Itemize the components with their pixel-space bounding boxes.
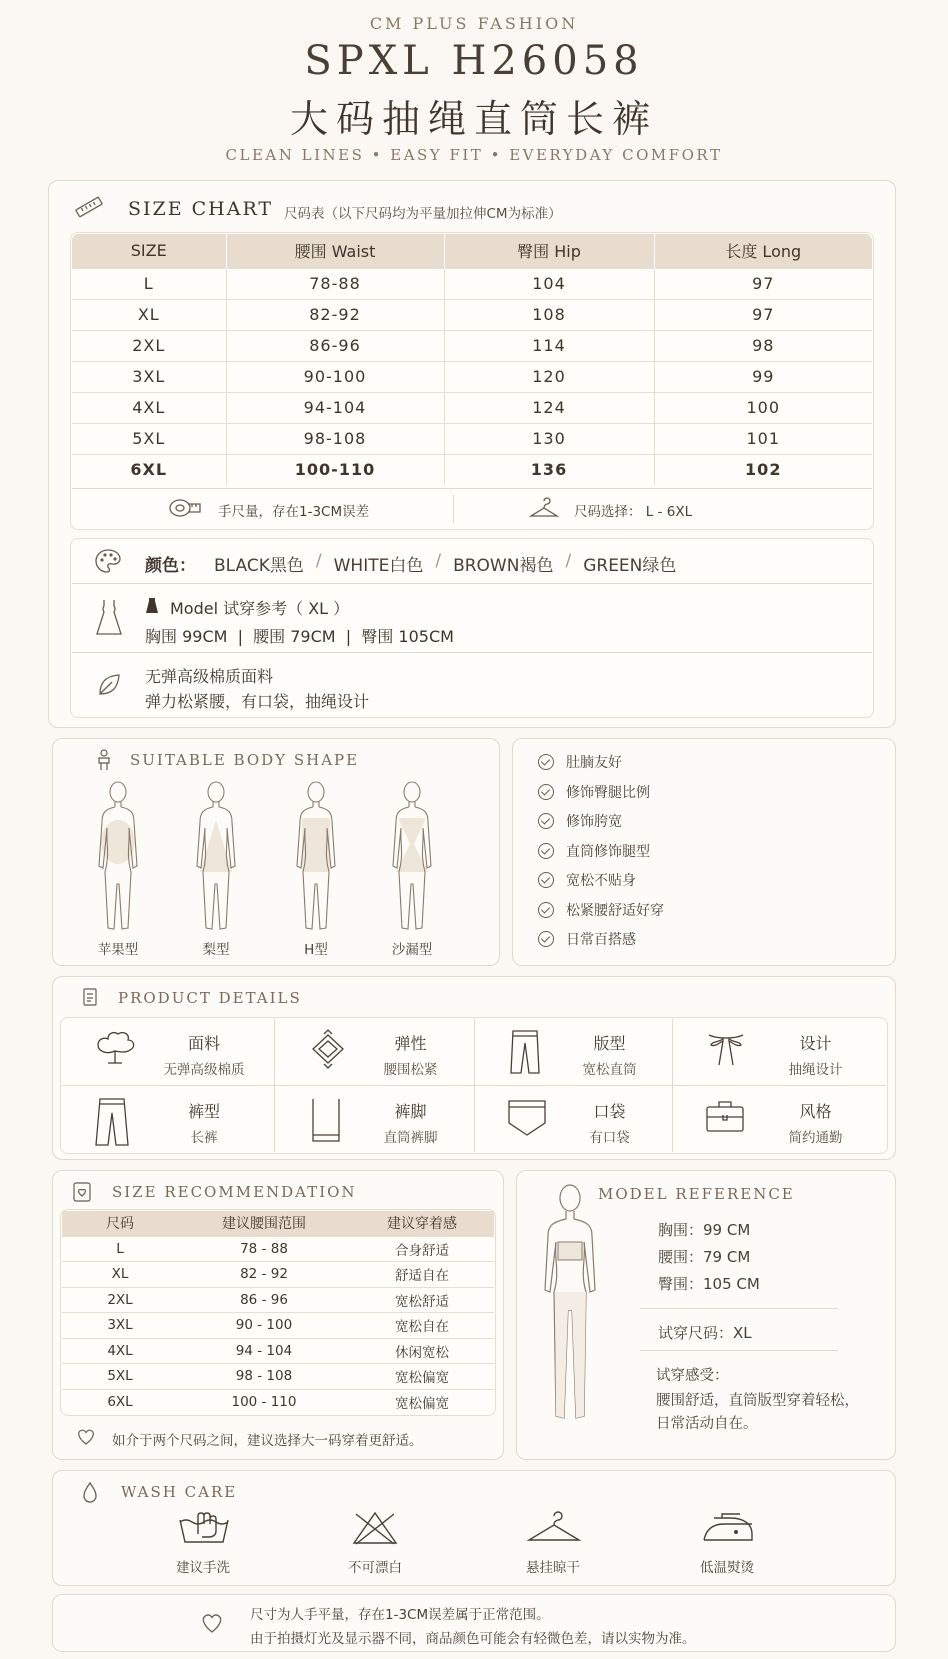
table-cell: 101 bbox=[654, 423, 872, 454]
column-header: 长度 Long bbox=[654, 234, 872, 268]
detail-value: 宽松直筒 bbox=[582, 1062, 637, 1078]
table-cell: 82 - 92 bbox=[178, 1262, 350, 1288]
table-cell: 6XL bbox=[62, 1389, 178, 1415]
size-chart-title: SIZE CHART bbox=[128, 198, 274, 220]
table-cell: 3XL bbox=[62, 1313, 178, 1339]
benefit-label: 松紧腰舒适好穿 bbox=[566, 902, 664, 919]
wash-care-label: 悬挂晾干 bbox=[526, 1560, 580, 1576]
fabric-line-1: 无弹高级棉质面料 bbox=[145, 667, 274, 686]
model-fit-title: Model 试穿参考（ XL ） bbox=[170, 599, 350, 618]
table-cell: 94 - 104 bbox=[178, 1338, 350, 1364]
check-circle-icon bbox=[538, 843, 554, 859]
table-cell: 4XL bbox=[62, 1338, 178, 1364]
drawstring-icon bbox=[703, 1029, 749, 1069]
table-row bbox=[72, 268, 872, 299]
stretch-icon bbox=[305, 1029, 351, 1069]
detail-heading: 面料 bbox=[187, 1034, 220, 1053]
table-cell: 宽松偏宽 bbox=[350, 1389, 494, 1415]
column-header: SIZE bbox=[72, 234, 226, 268]
jeans-icon bbox=[505, 1029, 545, 1075]
table-row bbox=[62, 1389, 494, 1415]
table-cell: 94-104 bbox=[226, 392, 444, 423]
fit-feel-title: 试穿感受： bbox=[656, 1368, 729, 1384]
table-cell: 舒适自在 bbox=[350, 1262, 494, 1288]
recommendation-table bbox=[62, 1211, 494, 1415]
table-cell: 合身舒适 bbox=[350, 1236, 494, 1262]
wash-care-label: 不可漂白 bbox=[348, 1560, 402, 1576]
table-cell: 100 bbox=[654, 392, 872, 423]
table-cell: XL bbox=[72, 299, 226, 330]
separator: / bbox=[435, 551, 442, 571]
detail-cell bbox=[749, 1099, 882, 1146]
detail-cell bbox=[749, 1031, 882, 1078]
hanger-icon bbox=[528, 496, 560, 520]
table-row bbox=[62, 1338, 494, 1364]
table-cell: 2XL bbox=[72, 330, 226, 361]
detail-cell bbox=[138, 1099, 270, 1146]
table-cell: 98 - 108 bbox=[178, 1364, 350, 1390]
product-details-title: PRODUCT DETAILS bbox=[118, 989, 302, 1007]
detail-value: 简约通勤 bbox=[788, 1130, 843, 1146]
benefit-label: 肚腩友好 bbox=[566, 755, 622, 771]
row-divider bbox=[72, 652, 872, 653]
benefit-label: 修饰胯宽 bbox=[566, 814, 622, 830]
grid-divider bbox=[274, 1019, 275, 1152]
table-row bbox=[72, 361, 872, 392]
check-circle-icon bbox=[538, 872, 554, 888]
body-shape-title: SUITABLE BODY SHAPE bbox=[130, 751, 360, 769]
detail-heading: 裤脚 bbox=[394, 1102, 427, 1121]
detail-heading: 版型 bbox=[593, 1034, 626, 1053]
detail-heading: 风格 bbox=[799, 1102, 832, 1121]
table-cell: 100-110 bbox=[226, 454, 444, 485]
wash-care-label: 建议手洗 bbox=[176, 1560, 230, 1576]
page-title: 大码抽绳直筒长裤 bbox=[289, 97, 658, 141]
table-cell: 6XL bbox=[72, 454, 226, 485]
model-code: SPXL H26058 bbox=[304, 38, 644, 84]
palette-icon bbox=[94, 548, 122, 574]
footer-line-2: 由于拍摄灯光及显示器不同，商品颜色可能会有轻微色差，请以实物为准。 bbox=[250, 1631, 696, 1647]
detail-value: 有口袋 bbox=[589, 1130, 630, 1146]
table-cell: 休闲宽松 bbox=[350, 1338, 494, 1364]
detail-value: 无弹高级棉质 bbox=[163, 1062, 245, 1078]
row-divider bbox=[72, 583, 872, 584]
body-shape-label: 苹果型 bbox=[97, 942, 139, 958]
table-cell: 98-108 bbox=[226, 423, 444, 454]
benefit-item bbox=[538, 752, 622, 772]
body-shape-label: 沙漏型 bbox=[391, 942, 433, 958]
table-cell: L bbox=[72, 268, 226, 299]
separator: / bbox=[315, 551, 322, 571]
model-measurements: 胸围 99CM | 腰围 79CM | 臀围 105CM bbox=[145, 627, 454, 646]
detail-cell bbox=[351, 1099, 470, 1146]
table-cell: 130 bbox=[444, 423, 654, 454]
heart-icon bbox=[200, 1612, 224, 1634]
table-cell: 100 - 110 bbox=[178, 1389, 350, 1415]
table-row bbox=[62, 1262, 494, 1288]
table-cell: 5XL bbox=[72, 423, 226, 454]
column-header: 尺码 bbox=[62, 1211, 178, 1236]
model-fit-size: 试穿尺码：XL bbox=[658, 1324, 752, 1342]
table-cell: 104 bbox=[444, 268, 654, 299]
body-figure-icon bbox=[94, 780, 142, 932]
color-option: WHITE白色 bbox=[333, 556, 424, 576]
table-cell: 108 bbox=[444, 299, 654, 330]
table-row bbox=[72, 330, 872, 361]
size-chart-table bbox=[72, 234, 872, 485]
table-cell: 90 - 100 bbox=[178, 1313, 350, 1339]
column-header: 腰围 Waist bbox=[226, 234, 444, 268]
column-header: 臀围 Hip bbox=[444, 234, 654, 268]
row-divider bbox=[72, 488, 872, 489]
briefcase-icon bbox=[703, 1097, 747, 1135]
table-cell: 114 bbox=[444, 330, 654, 361]
size-recommendation-title: SIZE RECOMMENDATION bbox=[112, 1183, 357, 1201]
wash-care-title: WASH CARE bbox=[121, 1483, 238, 1501]
model-chest: 胸围：99 CM bbox=[658, 1221, 751, 1239]
table-row bbox=[62, 1313, 494, 1339]
table-cell: 102 bbox=[654, 454, 872, 485]
table-cell: 78-88 bbox=[226, 268, 444, 299]
table-cell: 124 bbox=[444, 392, 654, 423]
brand-name: CM PLUS FASHION bbox=[369, 14, 579, 33]
benefit-label: 直筒修饰腿型 bbox=[566, 843, 650, 860]
table-cell: 136 bbox=[444, 454, 654, 485]
table-cell: 97 bbox=[654, 268, 872, 299]
wash-care-label: 低温熨烫 bbox=[700, 1560, 754, 1576]
dress-icon bbox=[94, 598, 124, 638]
low-iron-icon bbox=[700, 1512, 756, 1544]
table-cell: 82-92 bbox=[226, 299, 444, 330]
color-option: BROWN褐色 bbox=[453, 556, 554, 576]
fit-feel-line-1: 腰围舒适，直筒版型穿着轻松， bbox=[656, 1393, 859, 1409]
no-bleach-icon bbox=[352, 1510, 398, 1546]
detail-cell bbox=[551, 1031, 668, 1078]
model-hip: 臀围：105 CM bbox=[658, 1275, 760, 1293]
tagline: CLEAN LINES • EASY FIT • EVERYDAY COMFORT bbox=[225, 146, 723, 164]
table-cell: XL bbox=[62, 1262, 178, 1288]
table-cell: 90-100 bbox=[226, 361, 444, 392]
check-circle-icon bbox=[538, 754, 554, 770]
water-drop-icon bbox=[82, 1481, 98, 1503]
benefit-item bbox=[538, 841, 650, 861]
color-label: 颜色： bbox=[145, 556, 196, 576]
column-header: 建议穿着感 bbox=[350, 1211, 494, 1236]
measure-note: 手尺量，存在1-3CM误差 bbox=[218, 504, 370, 520]
body-figure-icon bbox=[292, 780, 340, 932]
body-shape-label: H型 bbox=[304, 942, 328, 958]
model-reference-title: MODEL REFERENCE bbox=[598, 1185, 795, 1203]
table-cell: 2XL bbox=[62, 1287, 178, 1313]
person-icon bbox=[96, 749, 112, 771]
detail-cell bbox=[138, 1031, 270, 1078]
detail-heading: 设计 bbox=[799, 1034, 832, 1053]
detail-cell bbox=[351, 1031, 470, 1078]
detail-cell bbox=[551, 1099, 668, 1146]
hang-dry-icon bbox=[526, 1510, 582, 1544]
separator: / bbox=[565, 551, 572, 571]
recommendation-tip: 如介于两个尺码之间，建议选择大一码穿着更舒适。 bbox=[112, 1433, 423, 1449]
tag-icon bbox=[82, 987, 98, 1007]
detail-heading: 裤型 bbox=[187, 1102, 220, 1121]
fabric-line-2: 弹力松紧腰，有口袋，抽绳设计 bbox=[145, 692, 370, 711]
benefit-item bbox=[538, 811, 622, 831]
table-row bbox=[72, 392, 872, 423]
table-row bbox=[62, 1287, 494, 1313]
leaf-icon bbox=[96, 672, 122, 698]
table-cell: 宽松舒适 bbox=[350, 1287, 494, 1313]
table-cell: 4XL bbox=[72, 392, 226, 423]
footer-line-1: 尺寸为人手平量，存在1-3CM误差属于正常范围。 bbox=[250, 1607, 550, 1623]
table-cell: 宽松偏宽 bbox=[350, 1364, 494, 1390]
hem-icon bbox=[305, 1097, 345, 1143]
size-range-note: 尺码选择： L - 6XL bbox=[574, 504, 693, 520]
table-cell: L bbox=[62, 1236, 178, 1262]
table-cell: 86 - 96 bbox=[178, 1287, 350, 1313]
benefit-item bbox=[538, 870, 636, 890]
table-cell: 78 - 88 bbox=[178, 1236, 350, 1262]
check-circle-icon bbox=[538, 813, 554, 829]
color-options bbox=[214, 551, 676, 576]
grid-divider bbox=[672, 1019, 673, 1152]
hand-wash-icon bbox=[178, 1510, 230, 1544]
size-chart-subtitle: 尺码表（以下尺码均为平量加拉伸CM为标准） bbox=[284, 206, 562, 222]
check-circle-icon bbox=[538, 784, 554, 800]
row-divider bbox=[640, 1350, 838, 1351]
table-row bbox=[62, 1364, 494, 1390]
table-row bbox=[62, 1236, 494, 1262]
benefit-item bbox=[538, 900, 664, 920]
check-circle-icon bbox=[538, 931, 554, 947]
dress-small-icon bbox=[145, 598, 159, 614]
trousers-icon bbox=[92, 1097, 132, 1147]
pocket-icon bbox=[505, 1097, 549, 1137]
color-option: BLACK黑色 bbox=[214, 556, 304, 576]
vertical-divider bbox=[453, 495, 454, 523]
detail-value: 腰围松紧 bbox=[383, 1062, 438, 1078]
table-row bbox=[72, 299, 872, 330]
row-divider bbox=[640, 1308, 838, 1309]
body-figure-icon bbox=[388, 780, 436, 932]
table-cell: 3XL bbox=[72, 361, 226, 392]
detail-value: 抽绳设计 bbox=[788, 1062, 843, 1078]
ruler-icon bbox=[74, 194, 104, 220]
table-cell: 86-96 bbox=[226, 330, 444, 361]
detail-value: 直筒裤脚 bbox=[383, 1130, 438, 1146]
detail-heading: 口袋 bbox=[593, 1102, 626, 1121]
model-figure-icon bbox=[536, 1180, 604, 1430]
heart-icon bbox=[76, 1428, 96, 1446]
column-header: 建议腰围范围 bbox=[178, 1211, 350, 1236]
fit-feel-line-2: 日常活动自在。 bbox=[656, 1416, 758, 1432]
body-shape-label: 梨型 bbox=[202, 942, 230, 958]
body-figure-icon bbox=[192, 780, 240, 932]
table-row bbox=[72, 454, 872, 485]
table-row bbox=[72, 423, 872, 454]
benefit-label: 日常百搭感 bbox=[566, 932, 636, 948]
benefit-label: 宽松不贴身 bbox=[566, 873, 636, 889]
tape-measure-icon bbox=[168, 496, 202, 520]
benefit-label: 修饰臀腿比例 bbox=[566, 784, 650, 801]
table-cell: 99 bbox=[654, 361, 872, 392]
cotton-icon bbox=[92, 1029, 138, 1069]
table-cell: 5XL bbox=[62, 1364, 178, 1390]
benefit-item bbox=[538, 929, 636, 949]
table-cell: 宽松自在 bbox=[350, 1313, 494, 1339]
table-cell: 98 bbox=[654, 330, 872, 361]
detail-value: 长裤 bbox=[190, 1130, 218, 1146]
table-cell: 120 bbox=[444, 361, 654, 392]
check-circle-icon bbox=[538, 902, 554, 918]
heart-tag-icon bbox=[72, 1181, 92, 1203]
table-cell: 97 bbox=[654, 299, 872, 330]
color-option: GREEN绿色 bbox=[583, 556, 677, 576]
grid-divider bbox=[474, 1019, 475, 1152]
model-waist: 腰围：79 CM bbox=[658, 1248, 751, 1266]
benefit-item bbox=[538, 782, 650, 802]
detail-heading: 弹性 bbox=[394, 1034, 427, 1053]
